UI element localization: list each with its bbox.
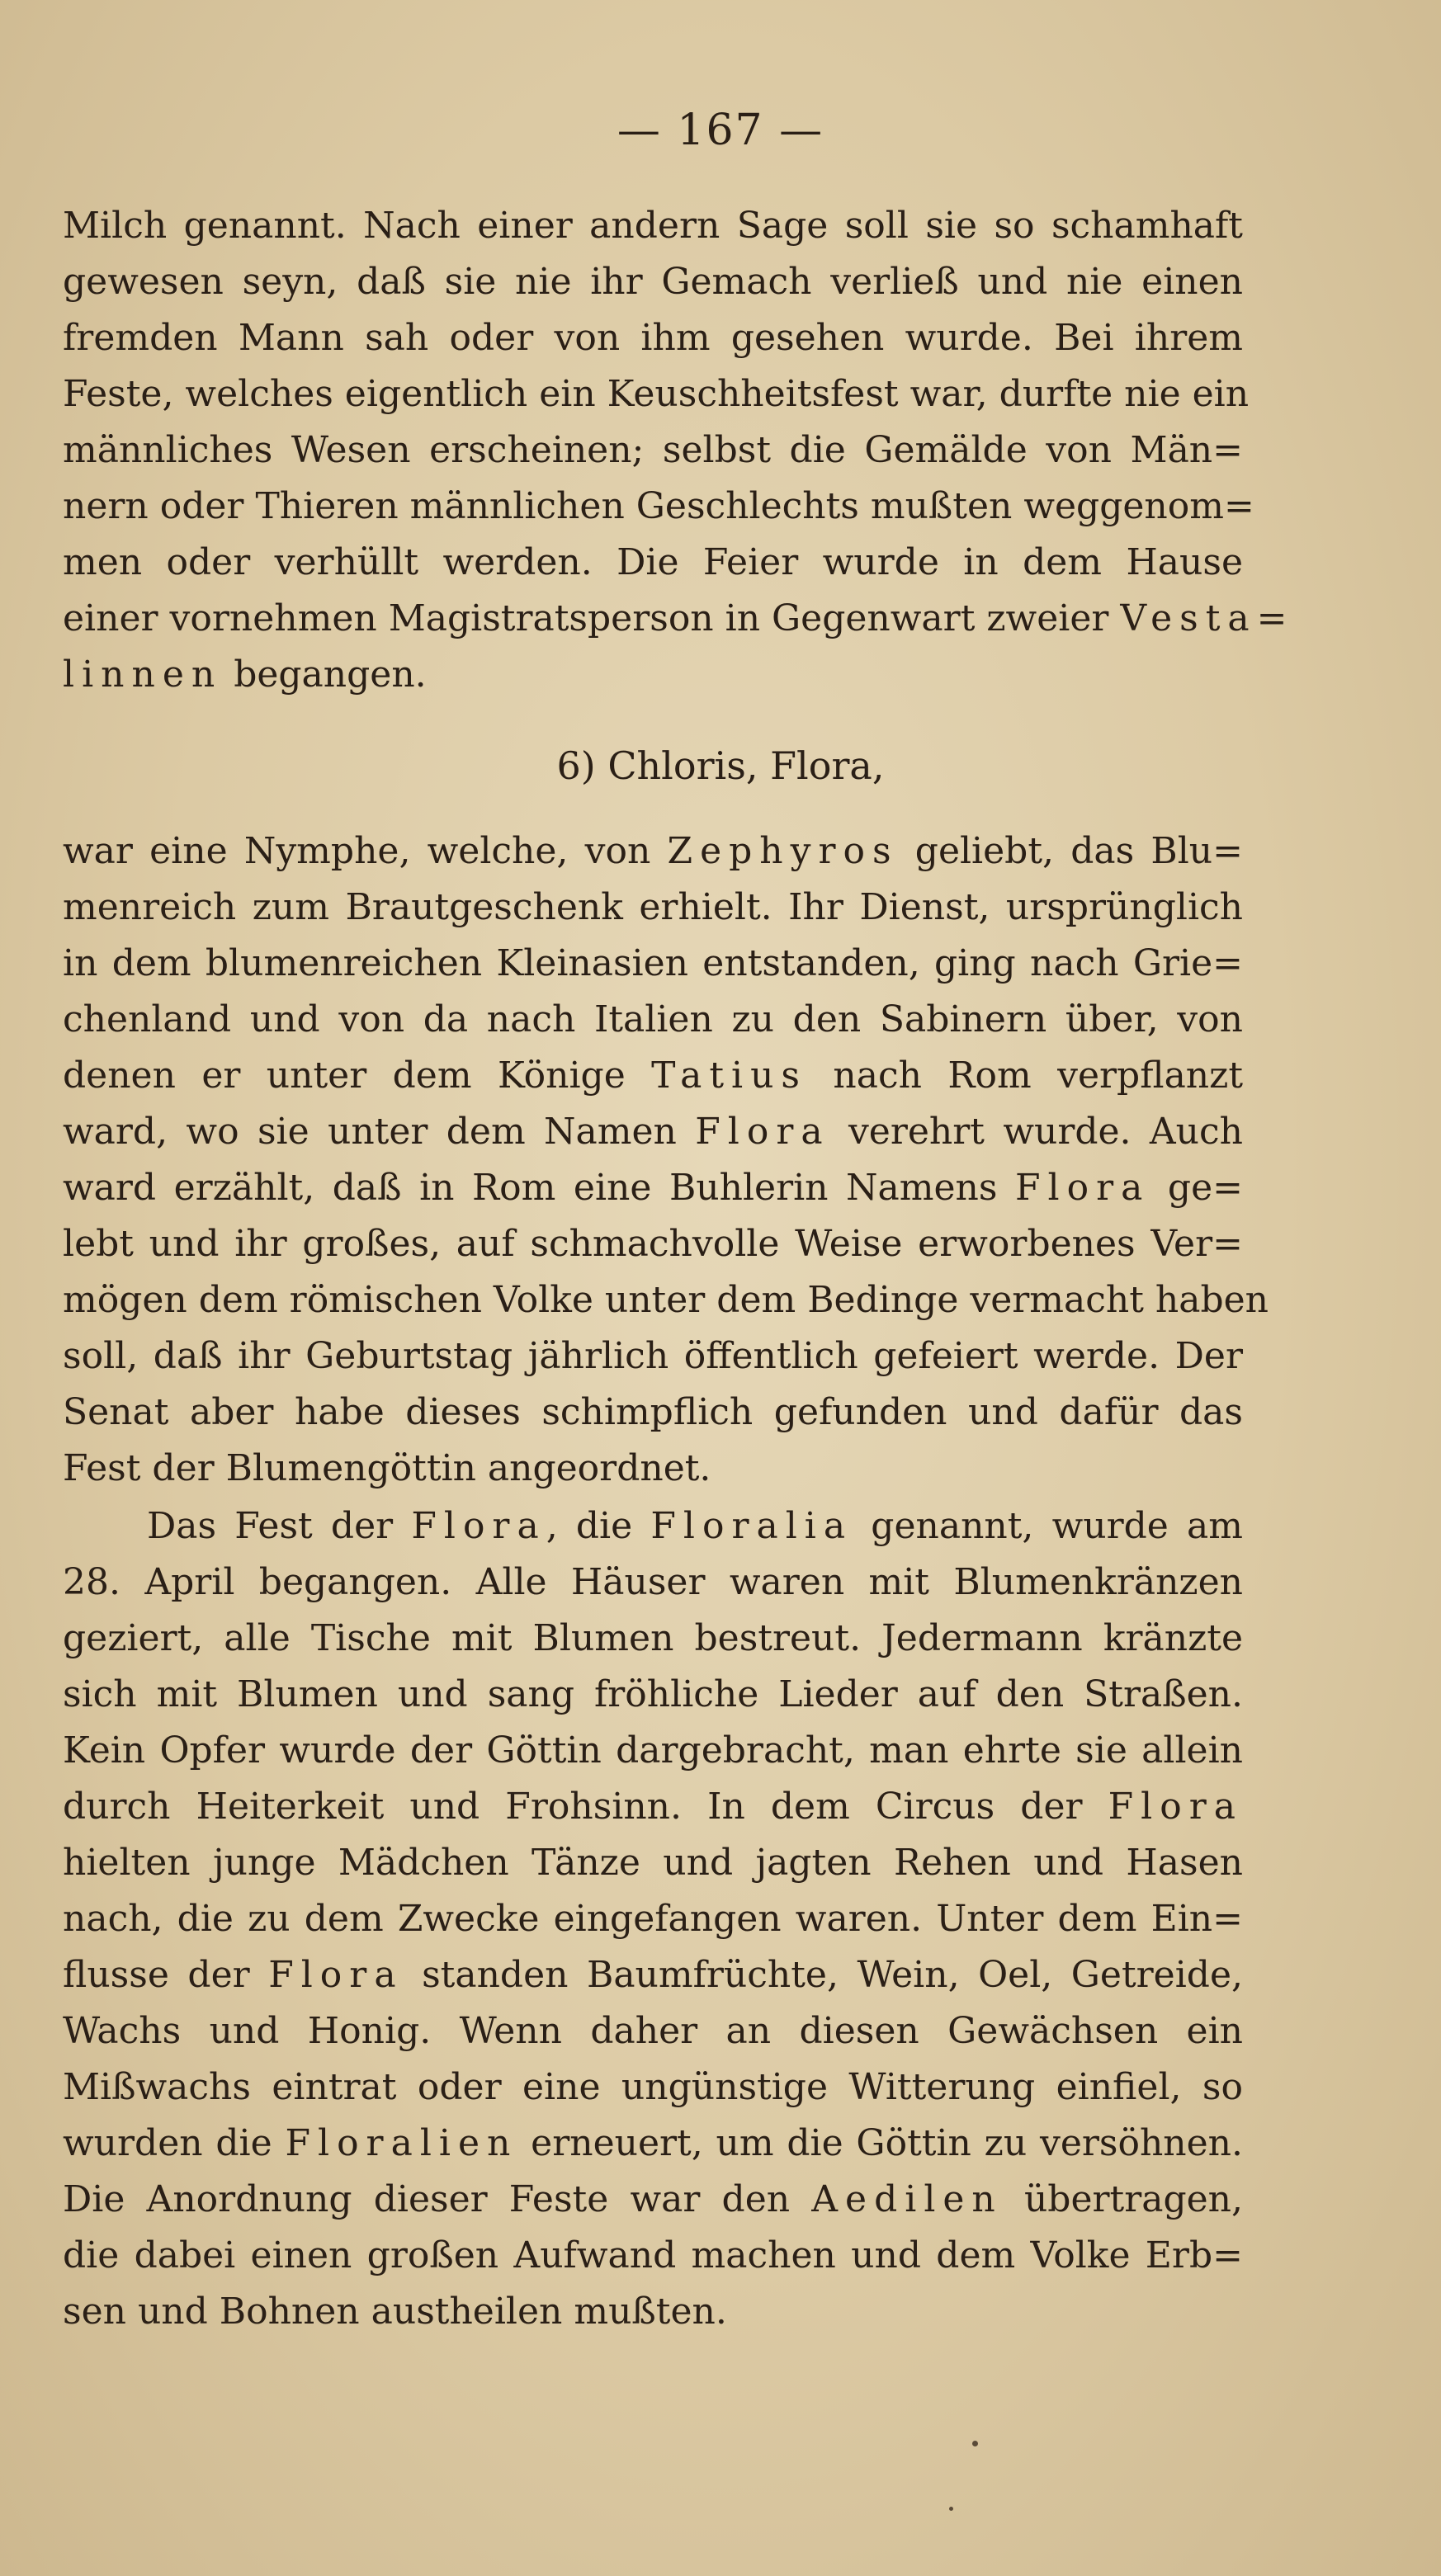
text-line: durch Heiterkeit und Frohsinn. In dem Circus der Flora <box>63 1786 1243 1828</box>
text-line: lebt und ihr großes, auf schmachvolle Weise erworbenes Ver= <box>63 1223 1243 1265</box>
text-line: Wachs und Honig. Wenn daher an diesen Gewächsen ein <box>63 2010 1243 2052</box>
spaced-name: Flora <box>268 1954 404 1996</box>
text-line: ward, wo sie unter dem Namen Flora verehrt wurde. Auch <box>63 1111 1243 1153</box>
text-line: fremden Mann sah oder von ihm gesehen wurde. Bei ihrem <box>63 317 1243 359</box>
text-line: Kein Opfer wurde der Göttin dargebracht, man ehrte sie allein <box>63 1729 1243 1772</box>
text-line: Milch genannt. Nach einer andern Sage soll sie so schamhaft <box>63 205 1243 247</box>
text-line: chenland und von da nach Italien zu den Sabinern über, von <box>63 998 1243 1040</box>
paper-speck <box>972 2441 978 2446</box>
text-line: linnen begangen. <box>63 653 427 696</box>
text-line: men oder verhüllt werden. Die Feier wurde in dem Hause <box>63 541 1243 583</box>
section-heading: 6) Chloris, Flora, <box>556 743 885 788</box>
spaced-name: Aedilen <box>811 2178 1003 2220</box>
text-line: nern oder Thieren männlichen Geschlechts mußten weggenom= <box>63 485 1254 527</box>
text-line: hielten junge Mädchen Tänze und jagten Rehen und Hasen <box>63 1842 1243 1884</box>
spaced-name: Flora <box>1108 1786 1243 1828</box>
text-line: Feste, welches eigentlich ein Keuschheitsfest war, durfte nie ein <box>63 373 1250 415</box>
text-line: war eine Nymphe, welche, von Zephyros geliebt, das Blu= <box>63 830 1243 872</box>
spaced-name: Flora <box>411 1505 546 1547</box>
spaced-name: Zephyros <box>667 830 899 872</box>
text-line: in dem blumenreichen Kleinasien entstanden, ging nach Grie= <box>63 942 1243 984</box>
text-line: wurden die Floralien erneuert, um die Göttin zu versöhnen. <box>63 2122 1243 2164</box>
spaced-name: Tatius <box>651 1054 808 1097</box>
text-line: 28. April begangen. Alle Häuser waren mit Blumenkränzen <box>63 1561 1243 1603</box>
spaced-name: Flora <box>1015 1167 1150 1209</box>
text-line: Senat aber habe dieses schimpflich gefunden und dafür das <box>63 1391 1243 1433</box>
paper-speck <box>949 2507 953 2511</box>
text-line: ward erzählt, daß in Rom eine Buhlerin Namens Flora ge= <box>63 1167 1243 1209</box>
text-line: mögen dem römischen Volke unter dem Bedinge vermacht haben <box>63 1279 1269 1321</box>
text-line: gewesen seyn, daß sie nie ihr Gemach verließ und nie einen <box>63 261 1243 303</box>
text-line: denen er unter dem Könige Tatius nach Rom verpflanzt <box>63 1054 1243 1097</box>
text-line: Die Anordnung dieser Feste war den Aedilen übertragen, <box>63 2178 1244 2220</box>
text-line: Fest der Blumengöttin angeordnet. <box>63 1447 711 1489</box>
spaced-name: Vesta= <box>1120 597 1295 639</box>
spaced-name: Flora <box>695 1111 830 1153</box>
spaced-name: linnen <box>63 653 223 696</box>
text-line: geziert, alle Tische mit Blumen bestreut. Jedermann kränzte <box>63 1617 1243 1659</box>
text-line: sich mit Blumen und sang fröhliche Lieder auf den Straßen. <box>63 1673 1243 1715</box>
text-line: einer vornehmen Magistratsperson in Gegenwart zweier Vesta= <box>63 597 1295 639</box>
text-line: nach, die zu dem Zwecke eingefangen waren. Unter dem Ein= <box>63 1898 1243 1940</box>
text-line: flusse der Flora standen Baumfrüchte, Wein, Oel, Getreide, <box>63 1954 1243 1996</box>
text-line: männliches Wesen erscheinen; selbst die Gemälde von Män= <box>63 429 1243 471</box>
text-line: sen und Bohnen austheilen mußten. <box>63 2291 727 2333</box>
text-line: Das Fest der Flora, die Floralia genannt, wurde am <box>147 1505 1243 1547</box>
text-line: menreich zum Brautgeschenk erhielt. Ihr Dienst, ursprünglich <box>63 886 1243 928</box>
spaced-name: Floralien <box>285 2122 518 2164</box>
text-line: Mißwachs eintrat oder eine ungünstige Witterung einfiel, so <box>63 2066 1243 2108</box>
text-line: soll, daß ihr Geburtstag jährlich öffentlich gefeiert werde. Der <box>63 1335 1243 1377</box>
text-line: die dabei einen großen Aufwand machen und dem Volke Erb= <box>63 2234 1243 2276</box>
page-number: — 167 — <box>617 106 824 155</box>
spaced-name: Floralia <box>650 1505 853 1547</box>
